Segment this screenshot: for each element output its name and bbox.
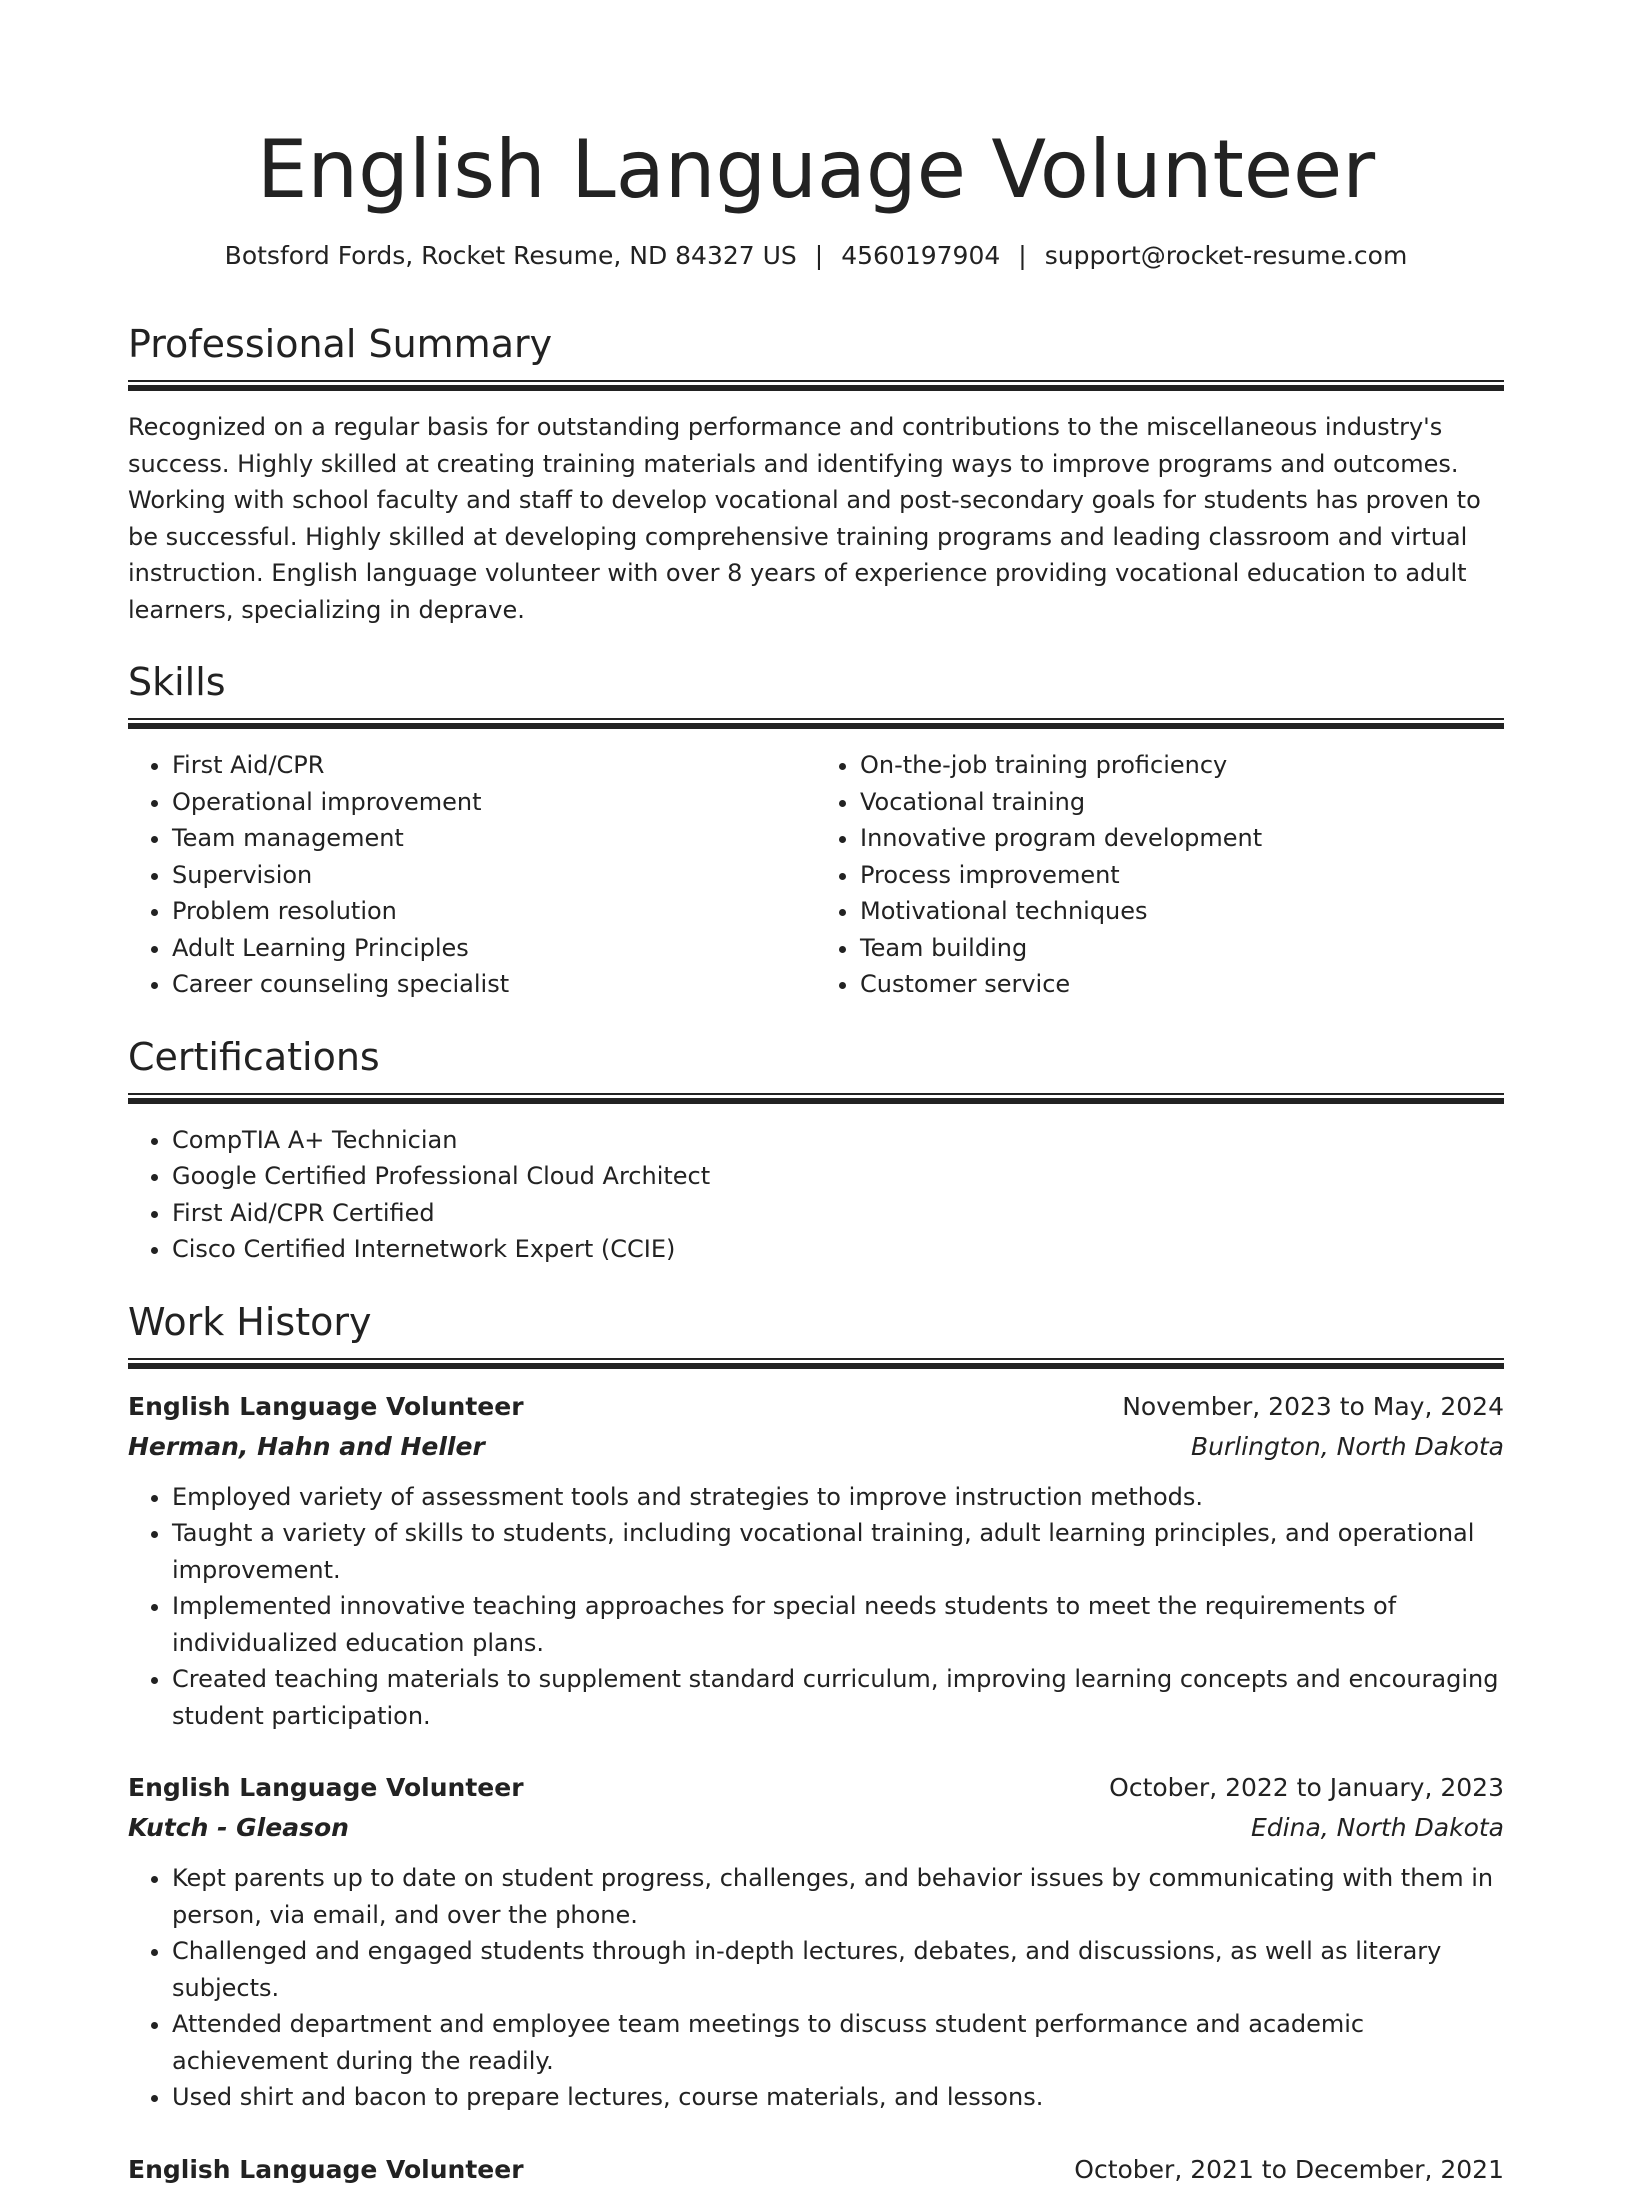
job-title: English Language Volunteer [128, 1773, 524, 1802]
job-title: English Language Volunteer [128, 1391, 524, 1421]
contact-separator: | [1018, 241, 1027, 270]
job-bullet: • Attended department and employee team meetings to discuss student performance and academic achievement during the readily. [172, 2006, 1504, 2079]
job-location: Edina, North Dakota [1250, 1813, 1504, 1842]
skill-item: • Supervision [172, 857, 816, 894]
resume-page [128, 0, 1504, 2190]
job-company: Kutch - Gleason [128, 1813, 349, 1842]
skill-item: • Team building [860, 930, 1504, 967]
section-divider [128, 1093, 1504, 1104]
skill-item: • Career counseling specialist [172, 966, 816, 1003]
job-title: English Language Volunteer [128, 2154, 524, 2184]
skill-item: • Team management [172, 820, 816, 857]
certification-item: • Cisco Certified Internetwork Expert (CCIE) [172, 1231, 1504, 1268]
section-divider [128, 380, 1504, 391]
certification-item: • Google Certified Professional Cloud Architect [172, 1158, 1504, 1195]
certifications-list [128, 1122, 1504, 1268]
section-title-certifications: Certifications [128, 1034, 380, 1079]
job-bullet: • Implemented innovative teaching approaches for special needs students to meet the requirements of individualized education plans. [172, 1588, 1504, 1661]
skill-item: • Customer service [860, 966, 1504, 1003]
job-dates: November, 2023 to May, 2024 [1122, 1391, 1504, 1421]
section-title-skills: Skills [128, 660, 226, 704]
section-divider [128, 1358, 1504, 1369]
skills-columns [128, 747, 1504, 1003]
skills-list-left [128, 747, 816, 1003]
skill-item: • Vocational training [860, 784, 1504, 821]
skill-item: • First Aid/CPR [172, 747, 816, 784]
skills-list-right [816, 747, 1504, 1003]
contact-email: support@rocket-resume.com [1044, 241, 1408, 270]
contact-phone: 4560197904 [841, 241, 1001, 270]
job-bullet: • Kept parents up to date on student progress, challenges, and behavior issues by communicating with them in person, via email, and over the phone. [172, 1860, 1504, 1933]
certification-item: • CompTIA A+ Technician [172, 1122, 1504, 1159]
job-header-row [128, 1387, 1504, 1427]
job-entry [128, 2150, 1504, 2190]
summary-text: Recognized on a regular basis for outstanding performance and contributions to the miscellaneous industry's success. Highly skilled at creating training materials and identifying ways to improve programs and outcomes. Working with school faculty and staff to develop vocational and post-secondary goals for students has proven to be successful. Highly skilled at developing comprehensive training programs and leading classroom and virtual instruction. English language volunteer with over 8 years of experience providing vocational education to adult learners, specializing in deprave. [128, 413, 1481, 624]
contact-address: Botsford Fords, Rocket Resume, ND 84327 US [224, 241, 797, 270]
job-company: Herman, Hahn and Heller [128, 1431, 485, 1461]
job-header-row [128, 2150, 1504, 2190]
job-bullet: • Employed variety of assessment tools and strategies to improve instruction methods. [172, 1479, 1504, 1516]
skill-item: • Operational improvement [172, 784, 816, 821]
section-divider [128, 718, 1504, 729]
job-entry [128, 1768, 1504, 2116]
skill-item: • Problem resolution [172, 893, 816, 930]
contact-line [128, 238, 1504, 274]
job-subheader-row [128, 1427, 1504, 1467]
job-bullets [128, 1860, 1504, 2116]
job-location: Burlington, North Dakota [1190, 1431, 1504, 1461]
job-dates: October, 2022 to January, 2023 [1109, 1773, 1504, 1802]
skill-item: • Adult Learning Principles [172, 930, 816, 967]
resume-name: English Language Volunteer [256, 123, 1376, 216]
job-subheader-row [128, 1808, 1504, 1848]
job-header-row [128, 1768, 1504, 1808]
section-title-work-history: Work History [128, 1299, 372, 1344]
skill-item: • Innovative program development [860, 820, 1504, 857]
skill-item: • On-the-job training proficiency [860, 747, 1504, 784]
job-bullets [128, 1479, 1504, 1735]
job-bullet: • Challenged and engaged students through in-depth lectures, debates, and discussions, as well as literary subjects. [172, 1933, 1504, 2006]
section-title-summary: Professional Summary [128, 322, 553, 366]
contact-separator: | [814, 241, 824, 270]
job-bullet: • Used shirt and bacon to prepare lectures, course materials, and lessons. [172, 2079, 1504, 2116]
job-dates: October, 2021 to December, 2021 [1074, 2154, 1504, 2184]
job-bullet: • Taught a variety of skills to students, including vocational training, adult learning principles, and operational improvement. [172, 1515, 1504, 1588]
skill-item: • Process improvement [860, 857, 1504, 894]
job-entry [128, 1387, 1504, 1735]
skill-item: • Motivational techniques [860, 893, 1504, 930]
certification-item: • First Aid/CPR Certified [172, 1195, 1504, 1232]
job-bullet: • Created teaching materials to supplement standard curriculum, improving learning concepts and encouraging student participation. [172, 1661, 1504, 1734]
